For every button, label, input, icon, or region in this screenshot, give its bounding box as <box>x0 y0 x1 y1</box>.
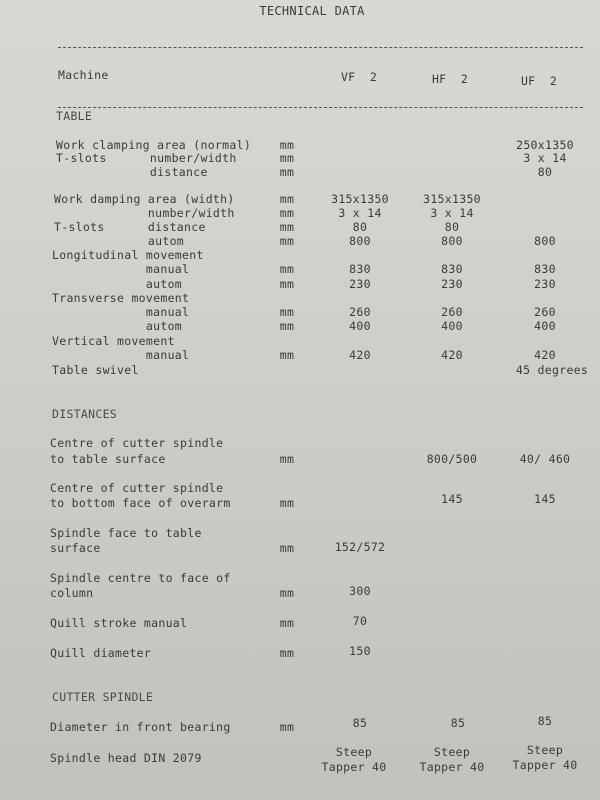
spindle-label: Diameter in front bearing <box>50 720 231 734</box>
cell-hf2: 800 <box>441 234 463 248</box>
row-label: T-slots number/width <box>56 151 237 165</box>
row-unit: mm <box>279 277 295 291</box>
cell-vf2: 420 <box>349 348 371 362</box>
row-label: T-slots distance <box>54 220 206 234</box>
row-label: autom <box>52 277 183 291</box>
cell-uf2: Steep Tapper 40 <box>512 743 578 772</box>
row-unit: mm <box>279 192 295 206</box>
cell-uf2: 85 <box>537 714 553 728</box>
cell-vf2: 70 <box>352 614 368 628</box>
cell-hf2: 420 <box>441 348 463 362</box>
row-unit: mm <box>279 220 295 234</box>
model-vf2: VF 2 <box>340 70 378 84</box>
cell-hf2: 85 <box>450 716 466 730</box>
distance-label: Spindle face to table <box>50 526 202 540</box>
cell-uf2: 145 <box>534 492 556 506</box>
row-label: Vertical movement <box>52 334 175 348</box>
distance-label-cont: column <box>50 586 94 600</box>
cell-vf2: 260 <box>349 305 371 319</box>
cell-uf2: 45 degrees <box>515 363 589 377</box>
cell-hf2: 830 <box>441 262 463 276</box>
row-unit: mm <box>279 319 295 333</box>
cell-vf2: 150 <box>349 644 371 658</box>
section-distances: DISTANCES <box>52 407 118 421</box>
distance-label-cont: surface <box>50 541 101 555</box>
row-unit: mm <box>279 151 295 165</box>
row-unit: mm <box>279 138 295 152</box>
cell-vf2: 80 <box>352 220 368 234</box>
cell-vf2: 152/572 <box>334 540 386 554</box>
cell-hf2: 145 <box>441 492 463 506</box>
row-unit: mm <box>279 616 295 630</box>
cell-hf2: 80 <box>444 220 460 234</box>
machine-label: Machine <box>58 68 109 82</box>
cell-uf2: 260 <box>534 305 556 319</box>
cell-hf2: Steep Tapper 40 <box>419 745 485 774</box>
cell-uf2: 80 <box>537 165 553 179</box>
cell-hf2: 315x1350 <box>423 192 481 206</box>
page-title: TECHNICAL DATA <box>259 4 365 18</box>
cell-vf2: 3 x 14 <box>338 206 382 220</box>
cell-vf2: 315x1350 <box>331 192 389 206</box>
row-label: Work damping area (width) <box>54 192 235 206</box>
row-label: Table swivel <box>52 363 139 377</box>
row-label: Work clamping area (normal) <box>56 138 252 152</box>
row-unit: mm <box>279 165 295 179</box>
cell-vf2: Steep Tapper 40 <box>321 745 387 774</box>
row-label: manual <box>52 262 190 276</box>
row-label: Transverse movement <box>52 291 190 305</box>
cell-vf2: 400 <box>349 319 371 333</box>
model-uf2: UF 2 <box>520 74 558 88</box>
divider-header <box>58 107 583 108</box>
row-unit: mm <box>279 234 295 248</box>
cell-uf2: 40/ 460 <box>519 452 571 466</box>
cell-vf2: 300 <box>349 584 371 598</box>
cell-uf2: 250x1350 <box>516 138 574 152</box>
row-unit: mm <box>279 720 295 734</box>
distance-label: Spindle centre to face of <box>50 571 231 585</box>
row-label: manual <box>52 348 190 362</box>
row-unit: mm <box>279 586 295 600</box>
cell-hf2: 260 <box>441 305 463 319</box>
cell-uf2: 3 x 14 <box>523 151 567 165</box>
distance-label: Quill diameter <box>50 646 152 660</box>
cell-vf2: 830 <box>349 262 371 276</box>
section-table: TABLE <box>56 109 93 123</box>
section-cutter-spindle: CUTTER SPINDLE <box>52 690 154 704</box>
row-label: manual <box>52 305 190 319</box>
row-unit: mm <box>279 305 295 319</box>
row-label: autom <box>54 234 185 248</box>
row-label: distance <box>56 165 208 179</box>
row-label: Longitudinal movement <box>52 248 204 262</box>
row-unit: mm <box>279 206 295 220</box>
distance-label-cont: to bottom face of overarm <box>50 496 231 510</box>
cell-uf2: 830 <box>534 262 556 276</box>
row-unit: mm <box>279 646 295 660</box>
cell-vf2: 800 <box>349 234 371 248</box>
model-hf2: HF 2 <box>431 72 469 86</box>
distance-label-cont: to table surface <box>50 452 166 466</box>
distance-label: Quill stroke manual <box>50 616 188 630</box>
row-label: autom <box>52 319 183 333</box>
row-label: number/width <box>54 206 235 220</box>
row-unit: mm <box>279 348 295 362</box>
row-unit: mm <box>279 262 295 276</box>
cell-uf2: 420 <box>534 348 556 362</box>
cell-hf2: 230 <box>441 277 463 291</box>
row-unit: mm <box>279 452 295 466</box>
cell-hf2: 3 x 14 <box>430 206 474 220</box>
cell-vf2: 230 <box>349 277 371 291</box>
cell-hf2: 800/500 <box>426 452 478 466</box>
cell-uf2: 400 <box>534 319 556 333</box>
cell-hf2: 400 <box>441 319 463 333</box>
cell-uf2: 800 <box>534 234 556 248</box>
distance-label: Centre of cutter spindle <box>50 436 224 450</box>
row-unit: mm <box>279 541 295 555</box>
spindle-label: Spindle head DIN 2079 <box>50 751 202 765</box>
cell-vf2: 85 <box>352 716 368 730</box>
divider-top <box>58 47 583 48</box>
cell-uf2: 230 <box>534 277 556 291</box>
row-unit: mm <box>279 496 295 510</box>
distance-label: Centre of cutter spindle <box>50 481 224 495</box>
